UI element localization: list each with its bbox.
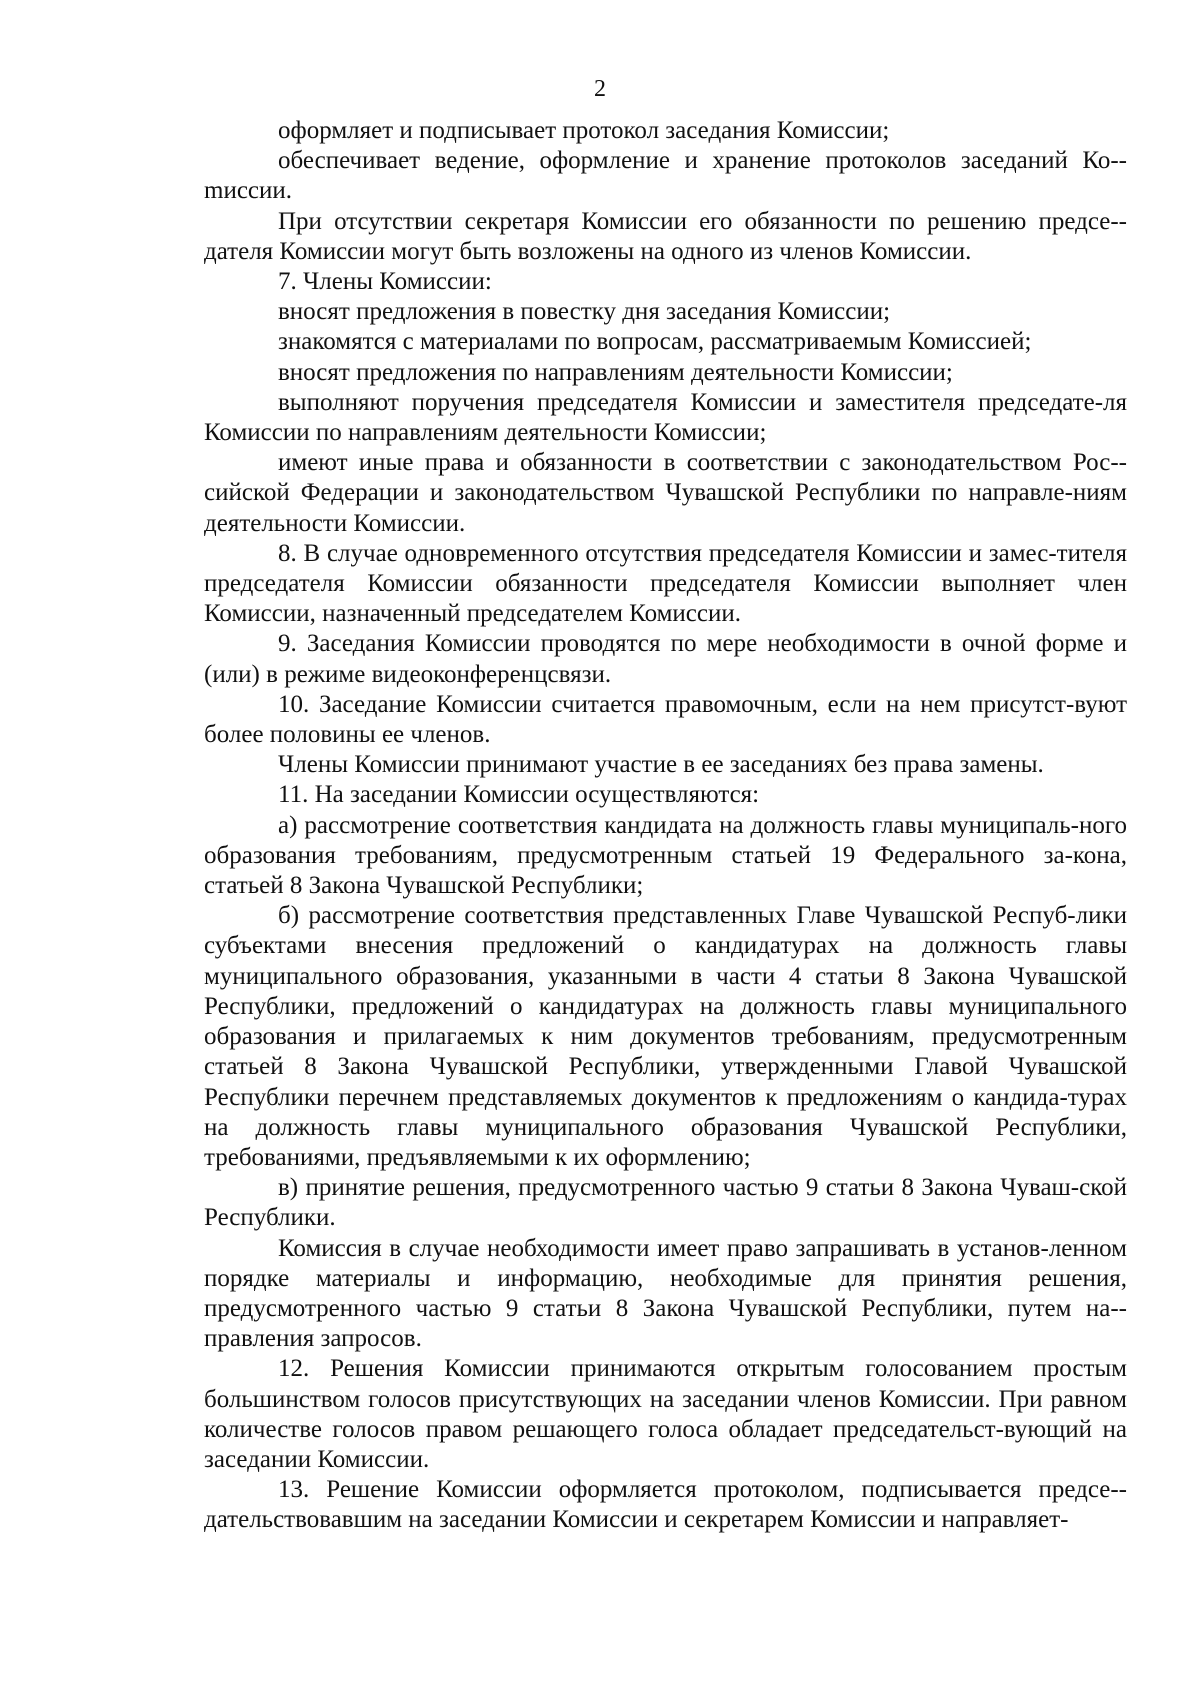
section-heading-7: 7. Члены Комиссии:: [278, 268, 492, 296]
clause-9: 9. Заседания Комиссии проводятся по мере необходимости в очной форме и (или) в режиме видеоконференцсвязи.: [204, 630, 1127, 688]
clause-12: 12. Решения Комиссии принимаются открытым голосованием простым большинством голосов присутствующих на заседании членов Комиссии. При равном количестве голосов правом решающего голоса обладает председательст-вующий на заседании Комиссии.: [204, 1355, 1127, 1473]
page-number: 2: [594, 76, 606, 102]
paragraph: вносят предложения в повестку дня заседания Комиссии;: [278, 298, 891, 326]
paragraph: обеспечивает ведение, оформление и хранение протоколов заседаний Ко-mиссии.: [204, 147, 1127, 205]
clause-11-a: а) рассмотрение соответствия кандидата на должность главы муниципаль-ного образования требованиям, предусмотренным статьей 19 Федерального за-кона, статьей 8 Закона Чувашской Республики;: [204, 811, 1127, 900]
paragraph: выполняют поручения председателя Комиссии и заместителя председате-ля Комиссии по направлениям деятельности Комиссии;: [204, 388, 1127, 447]
document-body: [204, 116, 1127, 1536]
clause-11-v: в) принятие решения, предусмотренного частью 9 статьи 8 Закона Чуваш-ской Республики.: [204, 1174, 1127, 1232]
clause-11-b: б) рассмотрение соответствия представленных Главе Чувашской Респуб-лики субъектами внесения предложений о кандидатурах на должность главы муниципального образования, указанными в части 4 статьи 8 Закона Чувашской Республики, предложений о кандидатурах на должность главы муниципального образования и прилагаемых к ним документов требованиям, предусмотренным статьей 8 Закона Чувашской Республики, утвержденными Главой Чувашской Республики перечнем представляемых документов к предложениям о кандида-турах на должность главы муниципального образования Чувашской Республики, требованиями, предъявляемыми к их оформлению;: [204, 902, 1127, 1171]
paragraph: имеют иные права и обязанности в соответствии с законодательством Рос-сийской Федерации и законодательством Чувашской Республики по направле-ниям деятельности Комиссии.: [204, 449, 1127, 537]
clause-8: 8. В случае одновременного отсутствия председателя Комиссии и замес-тителя председателя Комиссии обязанности председателя Комиссии выполняет член Комиссии, назначенный председателем Комиссии.: [204, 539, 1127, 628]
paragraph: вносят предложения по направлениям деятельности Комиссии;: [278, 358, 953, 386]
clause-10: 10. Заседание Комиссии считается правомочным, если на нем присутст-вуют более половины ее членов.: [204, 690, 1127, 749]
paragraph: знакомятся с материалами по вопросам, рассматриваемым Комиссией;: [278, 328, 1032, 356]
paragraph: оформляет и подписывает протокол заседания Комиссии;: [278, 117, 890, 144]
clause-13: 13. Решение Комиссии оформляется протоколом, подписывается предсе-дательствовавшим на заседании Комиссии и секретарем Комиссии и направляет-: [204, 1476, 1127, 1534]
paragraph: При отсутствии секретаря Комиссии его обязанности по решению предсе-дателя Комиссии могут быть возложены на одного из членов Комиссии.: [204, 207, 1127, 265]
clause-11: 11. На заседании Комиссии осуществляются:: [278, 781, 760, 809]
paragraph: Комиссия в случае необходимости имеет право запрашивать в установ-ленном порядке материалы и информацию, необходимые для принятия решения, предусмотренного частью 9 статьи 8 Закона Чувашской Республики, путем на-правления запросов.: [204, 1234, 1127, 1353]
paragraph: Члены Комиссии принимают участие в ее заседаниях без права замены.: [278, 751, 1044, 779]
